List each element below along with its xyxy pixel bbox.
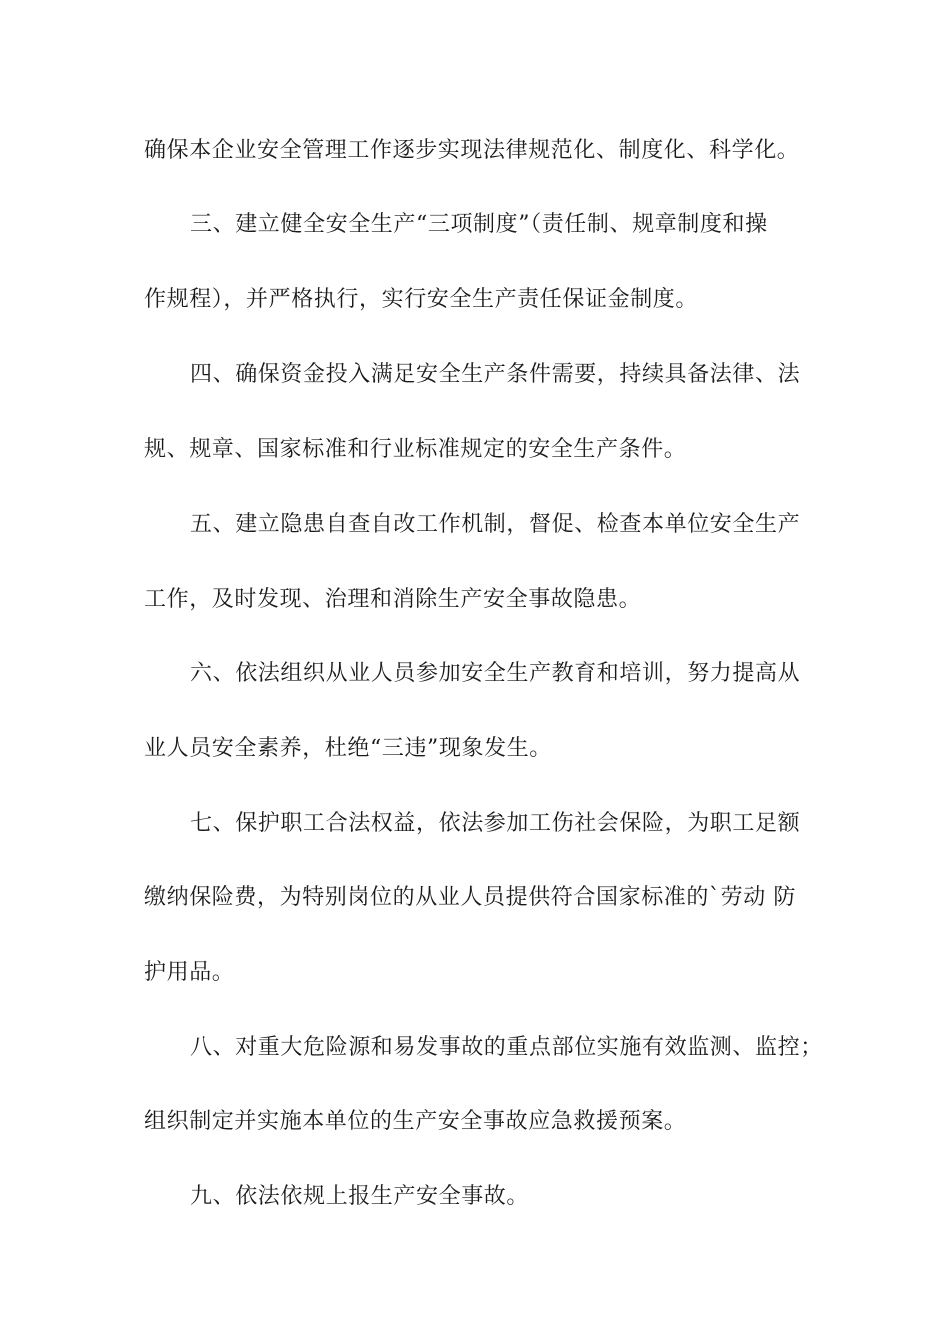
item-8-line-1: 八、对重大危险源和易发事故的重点部位实施有效监测、监控； xyxy=(190,1035,823,1060)
item-8-line-2: 组织制定并实施本单位的生产安全事故应急救援预案。 xyxy=(144,1109,687,1134)
item-7-line-1: 七、保护职工合法权益，依法参加工伤社会保险，为职工足额 xyxy=(190,811,801,836)
item-4-line-1: 四、确保资金投入满足安全生产条件需要，持续具备法律、法 xyxy=(190,362,801,387)
item-4-line-2: 规、规章、国家标准和行业标准规定的安全生产条件。 xyxy=(144,437,687,462)
item-6-line-2: 业人员安全素养，杜绝“三违”现象发生。 xyxy=(144,736,552,761)
item-9-line-1: 九、依法依规上报生产安全事故。 xyxy=(190,1184,530,1209)
text-line-1: 确保本企业安全管理工作逐步实现法律规范化、制度化、科学化。 xyxy=(144,138,800,163)
item-5-line-2: 工作，及时发现、治理和消除生产安全事故隐患。 xyxy=(144,587,642,612)
item-7-line-2: 缴纳保险费，为特别岗位的从业人员提供符合国家标准的`劳动 防 xyxy=(144,885,796,910)
item-3-line-2: 作规程），并严格执行，实行安全生产责任保证金制度。 xyxy=(144,287,699,312)
item-6-line-1: 六、依法组织从业人员参加安全生产教育和培训，努力提高从 xyxy=(190,661,801,686)
item-3-line-1: 三、建立健全安全生产“三项制度”（责任制、规章制度和操 xyxy=(190,212,768,237)
item-7-line-3: 护用品。 xyxy=(144,960,235,985)
item-5-line-1: 五、建立隐患自查自改工作机制，督促、检查本单位安全生产 xyxy=(190,512,801,537)
